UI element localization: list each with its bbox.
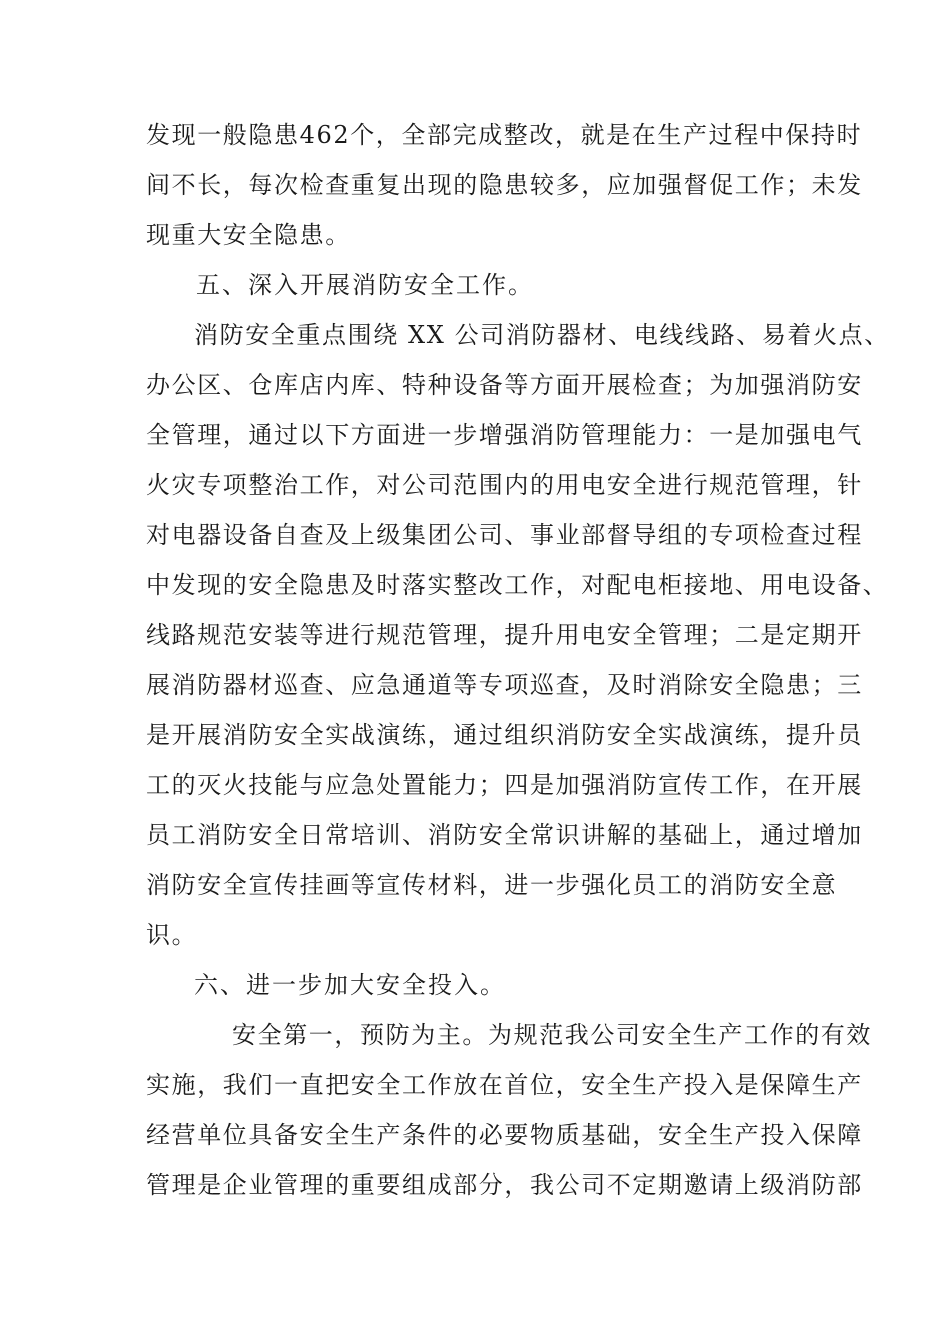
body-text-line: 现重大安全隐患。 [146,221,351,249]
paragraph-first-line: 安全第一，预防为主。为规范我公司安全生产工作的有效 [232,1021,872,1049]
body-text-line: 发现一般隐患462个，全部完成整改，就是在生产过程中保持时 [146,121,863,149]
body-text-line: 办公区、仓库店内库、特种设备等方面开展检查；为加强消防安 [146,371,863,399]
body-text-line: 员工消防安全日常培训、消防安全常识讲解的基础上，通过增加 [146,821,863,849]
body-text-line: 间不长，每次检查重复出现的隐患较多，应加强督促工作；未发 [146,171,863,199]
body-text-line: 展消防器材巡查、应急通道等专项巡查，及时消除安全隐患；三 [146,671,863,699]
body-text-line: 工的灭火技能与应急处置能力；四是加强消防宣传工作，在开展 [146,771,863,799]
section-heading: 五、深入开展消防安全工作。 [196,271,534,299]
paragraph-first-line: 消防安全重点围绕 XX 公司消防器材、电线线路、易着火点、 [194,321,890,349]
section-heading: 六、进一步加大安全投入。 [194,971,506,999]
body-text-line: 管理是企业管理的重要组成部分，我公司不定期邀请上级消防部 [146,1171,863,1199]
body-text-line: 中发现的安全隐患及时落实整改工作，对配电柜接地、用电设备、 [146,571,889,599]
body-text-line: 线路规范安装等进行规范管理，提升用电安全管理；二是定期开 [146,621,863,649]
body-text-line: 实施，我们一直把安全工作放在首位，安全生产投入是保障生产 [146,1071,863,1099]
body-text-line: 识。 [146,921,198,949]
body-text-line: 经营单位具备安全生产条件的必要物质基础，安全生产投入保障 [146,1121,863,1149]
body-text-line: 消防安全宣传挂画等宣传材料，进一步强化员工的消防安全意 [146,871,838,899]
body-text-line: 全管理，通过以下方面进一步增强消防管理能力：一是加强电气 [146,421,863,449]
body-text-line: 是开展消防安全实战演练，通过组织消防安全实战演练，提升员 [146,721,863,749]
body-text-line: 火灾专项整治工作，对公司范围内的用电安全进行规范管理，针 [146,471,863,499]
body-text-line: 对电器设备自查及上级集团公司、事业部督导组的专项检查过程 [146,521,863,549]
